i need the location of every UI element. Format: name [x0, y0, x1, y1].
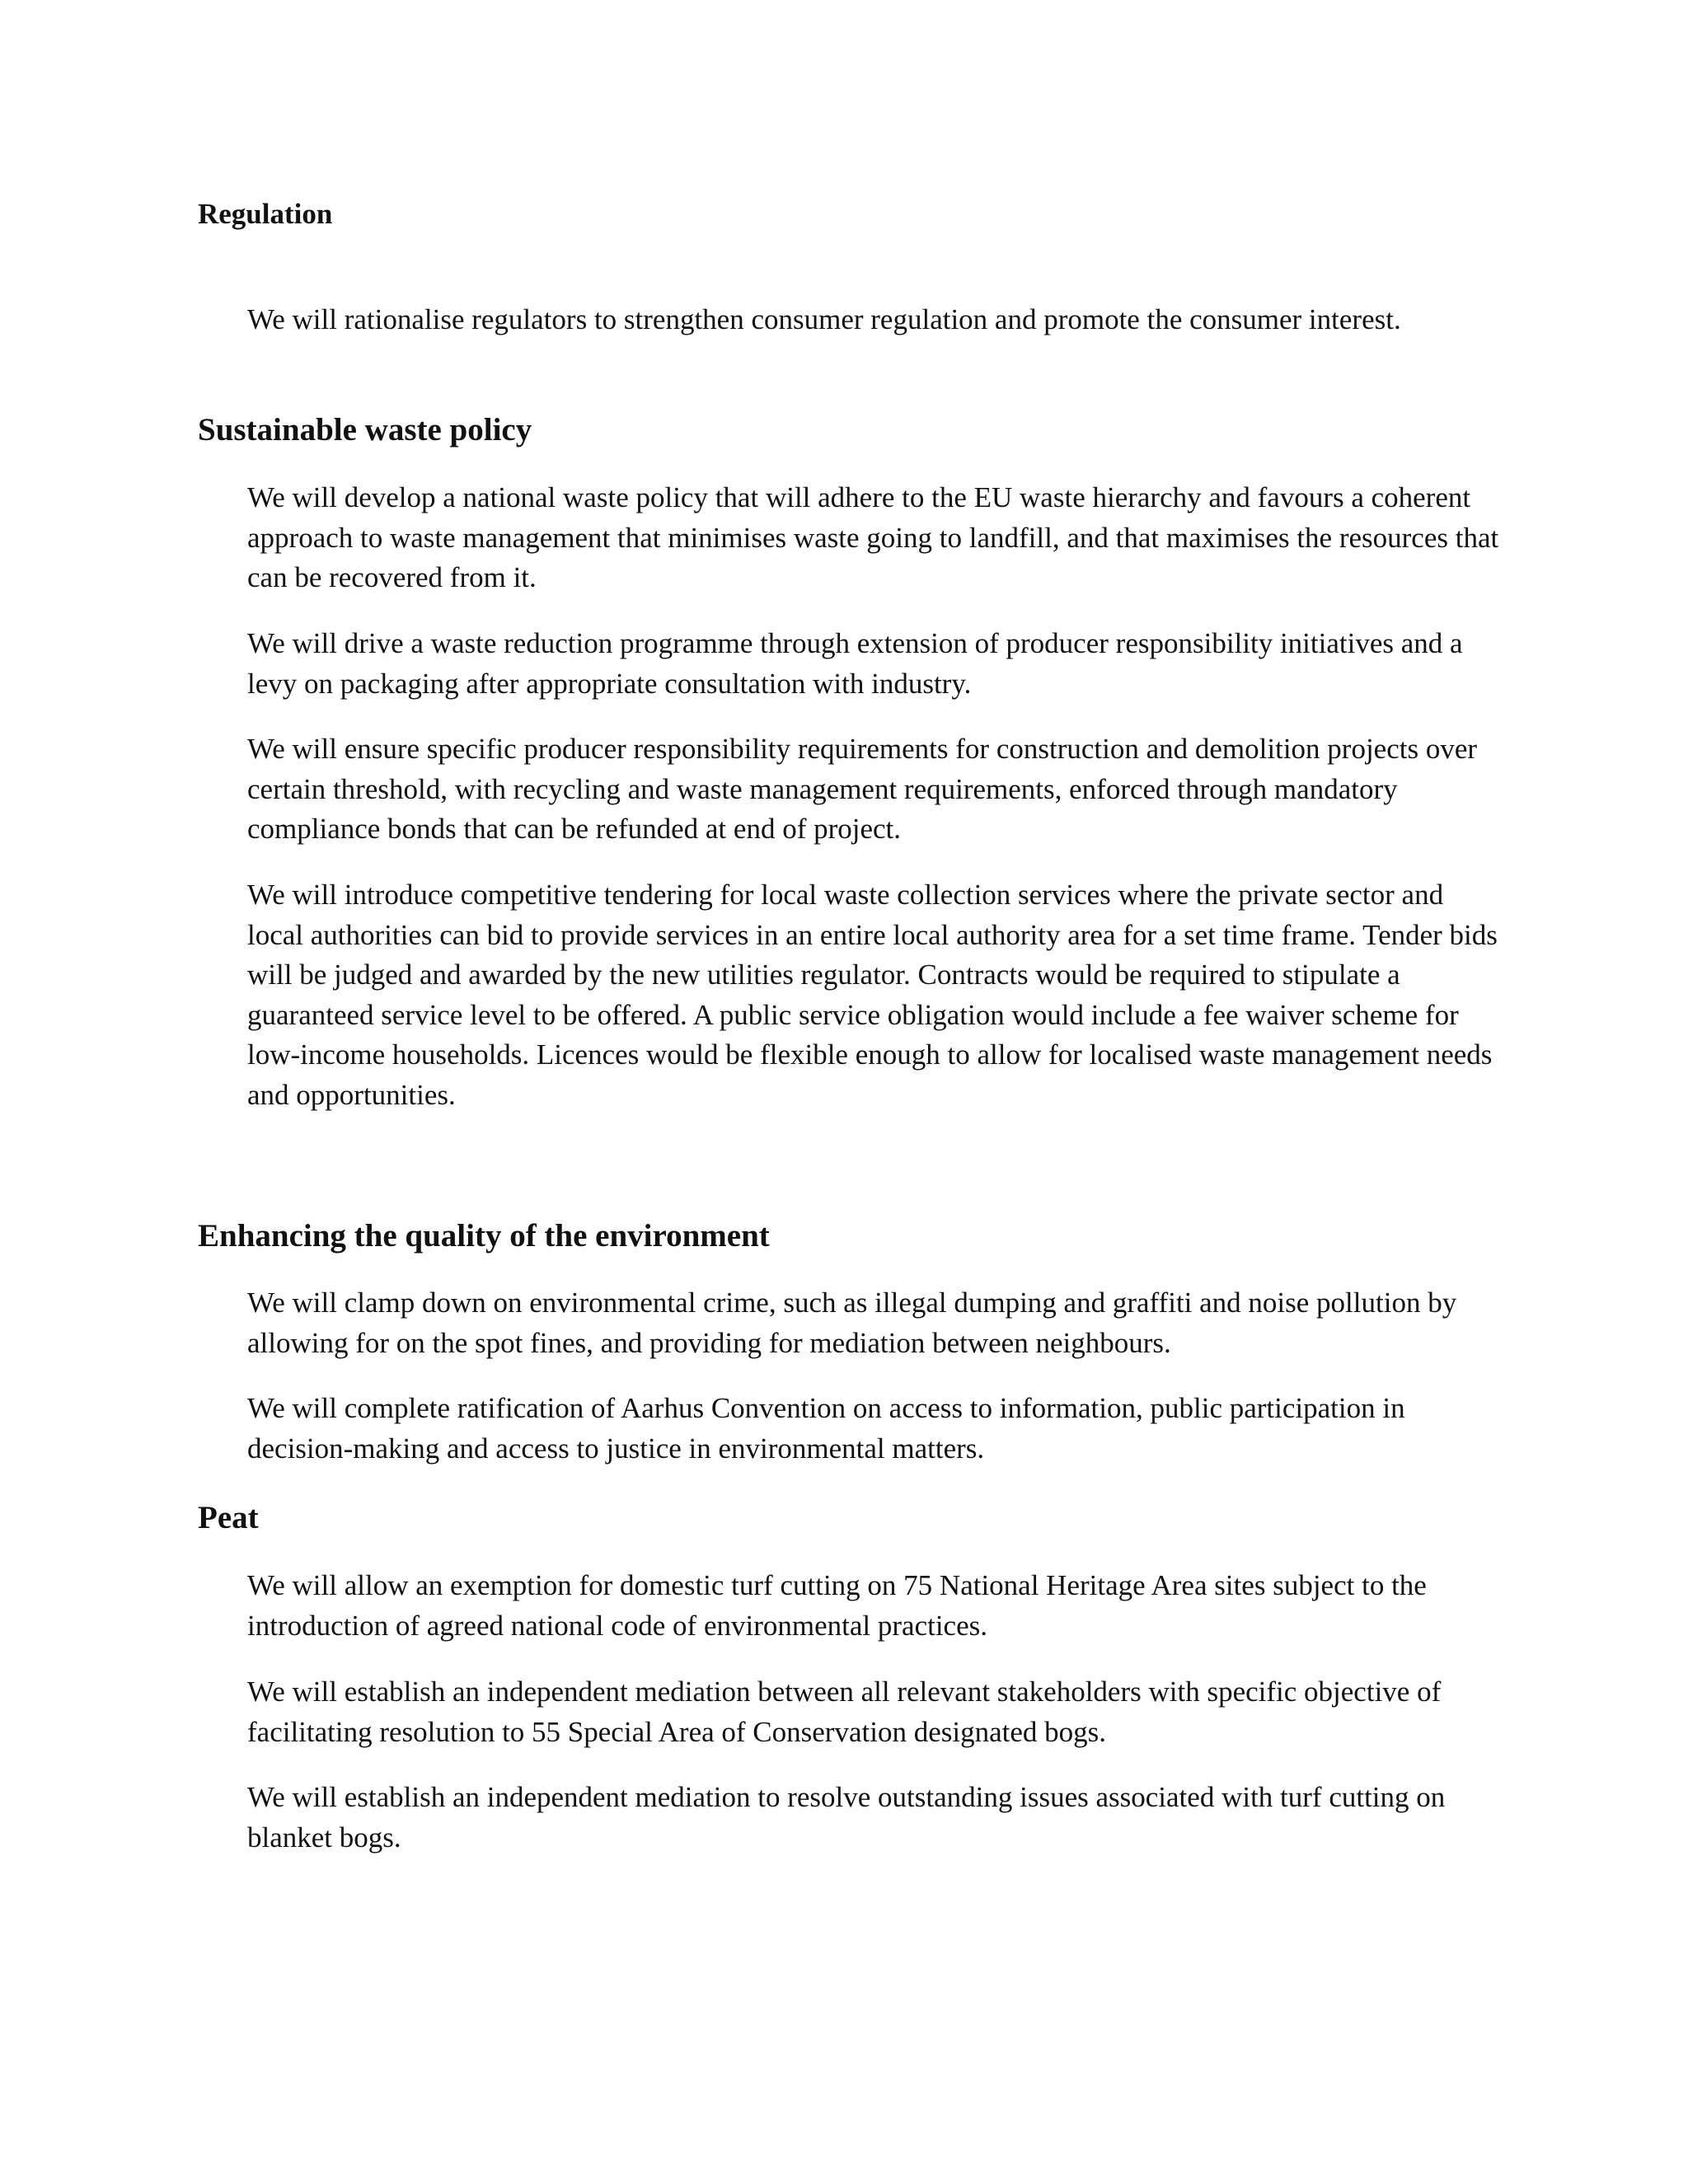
- heading-enhancing-environment: Enhancing the quality of the environment: [198, 1218, 770, 1254]
- heading-sustainable-waste-policy: Sustainable waste policy: [198, 412, 532, 448]
- paragraph-peat-2: We will establish an independent mediation between all relevant stakeholders with specific objective of facilitating resolution to 55 Special Area of Conservation designated bogs.: [247, 1675, 1442, 1748]
- paragraph-waste-1: We will develop a national waste policy that will adhere to the EU waste hierarchy and favours a coherent approach to waste management that minimises waste going to landfill, and that maximises the resources that can be recovered from it.: [247, 481, 1499, 593]
- heading-peat: Peat: [198, 1500, 259, 1535]
- paragraph-waste-3: We will ensure specific producer responsibility requirements for construction and demolition projects over certain threshold, with recycling and waste management requirements, enforced through mandatory compliance bonds that can be refunded at end of project.: [247, 733, 1478, 845]
- paragraph-regulation-1: We will rationalise regulators to strengthen consumer regulation and promote the consumer interest.: [247, 303, 1401, 335]
- paragraph-waste-4: We will introduce competitive tendering for local waste collection services where the private sector and local authorities can bid to provide services in an entire local authority area for a set time frame. Tender bids will be judged and awarded by the new utilities regulator. Contracts would be required to stipulate a guaranteed service level to be offered. A public service obligation would include a fee waiver scheme for low-income households. Licences would be flexible enough to allow for localised waste management needs and opportunities.: [247, 879, 1498, 1111]
- paragraph-peat-1: We will allow an exemption for domestic turf cutting on 75 National Heritage Area sites subject to the introduction of agreed national code of environmental practices.: [247, 1569, 1427, 1642]
- paragraph-peat-3: We will establish an independent mediation to resolve outstanding issues associated with turf cutting on blanket bogs.: [247, 1781, 1446, 1854]
- heading-regulation: Regulation: [198, 198, 333, 230]
- paragraph-environment-2: We will complete ratification of Aarhus Convention on access to information, public participation in decision-making and access to justice in environmental matters.: [247, 1392, 1405, 1465]
- paragraph-waste-2: We will drive a waste reduction programme through extension of producer responsibility initiatives and a levy on packaging after appropriate consultation with industry.: [247, 627, 1463, 700]
- paragraph-environment-1: We will clamp down on environmental crime, such as illegal dumping and graffiti and noise pollution by allowing for on the spot fines, and providing for mediation between neighbours.: [247, 1286, 1457, 1359]
